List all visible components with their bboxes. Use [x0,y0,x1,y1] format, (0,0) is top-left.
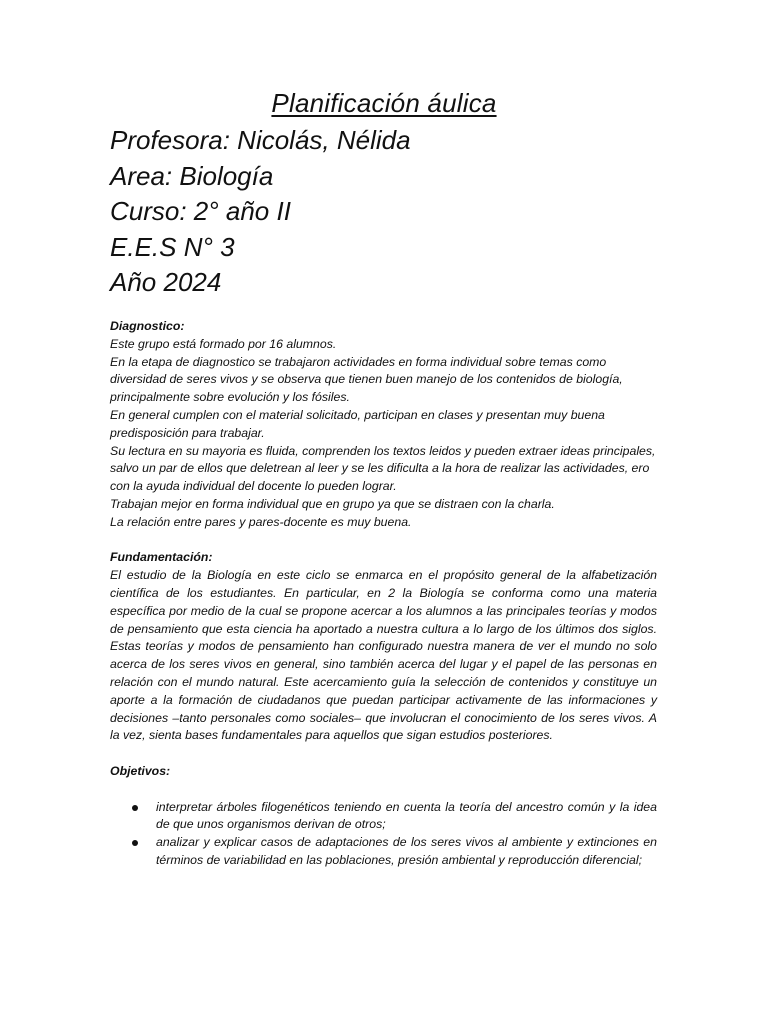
objetivos-heading: Objetivos: [110,763,171,778]
spacer [110,781,657,799]
document-header [110,123,670,301]
list-item [110,799,657,835]
list-item [110,834,657,870]
spacer [110,745,657,763]
course-line: Curso: 2° año II [110,196,291,226]
objetivos-list [110,799,657,870]
objetivos-section [110,763,657,870]
document-body [110,318,657,870]
diagnostico-section [110,318,657,532]
fundamentacion-text: El estudio de la Biología en este ciclo se enmarca en el propósito general de la alfabetización científica de los estudiantes. En particular, en 2 la Biología se conforma como una materia específica por medio de la cual se propone acercar a los alumnos a las principales teorías y modos de pensamiento que esta ciencia ha aportado a nuestra cultura a lo largo de los últimos dos siglos. Estas teorías y modos de pensamiento han configurado nuestra manera de ver el mundo no solo acerca de los seres vivos en general, sino también acerca del lugar y el papel de las personas en relación con el mundo natural. Este acercamiento guía la selección de contenidos y constituye un aporte a la formación de ciudadanos que puedan participar activamente de las informaciones y decisiones –tanto personales como sociales– que involucran el conocimiento de los seres vivos. A la vez, sienta bases fundamentales para aquellos que sigan estudios posteriores. [110,568,657,743]
document-title: Planificación áulica [271,88,497,118]
teacher-line: Profesora: Nicolás, Nélida [110,125,411,155]
objetivo-text: analizar y explicar casos de adaptaciones de los seres vivos al ambiente y extinciones en términos de variabilidad en las poblaciones, presión ambiental y reproducción diferencial; [156,835,657,867]
year-line: Año 2024 [110,267,222,297]
spacer [110,532,657,550]
bullet-icon [132,805,138,811]
objetivo-text: interpretar árboles filogenéticos teniendo en cuenta la teoría del ancestro común y la idea de que unos organismos derivan de otros; [156,799,657,832]
diagnostico-line: Este grupo está formado por 16 alumnos. [110,336,337,351]
area-line: Area: Biología [110,160,274,191]
bullet-icon [132,840,138,846]
diagnostico-heading: Diagnostico: [110,319,185,333]
diagnostico-line: La relación entre pares y pares-docente es muy buena. [110,514,412,529]
diagnostico-line: Trabajan mejor en forma individual que en grupo ya que se distraen con la charla. [110,496,555,511]
school-line: E.E.S N° 3 [110,231,235,262]
diagnostico-line: Su lectura en su mayoria es fluida, comprenden los textos leidos y pueden extraer ideas principales, salvo un par de ellos que deletrean al leer y se les dificulta a la hora de realizar las actividades, ero con la ayuda individual del docente lo pueden lograr. [110,443,656,494]
fundamentacion-heading: Fundamentación: [110,550,213,565]
diagnostico-line: En general cumplen con el material solicitado, participan en clases y presentan muy buena predisposición para trabajar. [110,407,605,440]
diagnostico-line: En la etapa de diagnostico se trabajaron actividades en forma individual sobre temas como diversidad de seres vivos y se observa que tienen buen manejo de los contenidos de biología, principalmente sobre evolución y los fósiles. [110,354,623,405]
fundamentacion-section [110,549,657,745]
